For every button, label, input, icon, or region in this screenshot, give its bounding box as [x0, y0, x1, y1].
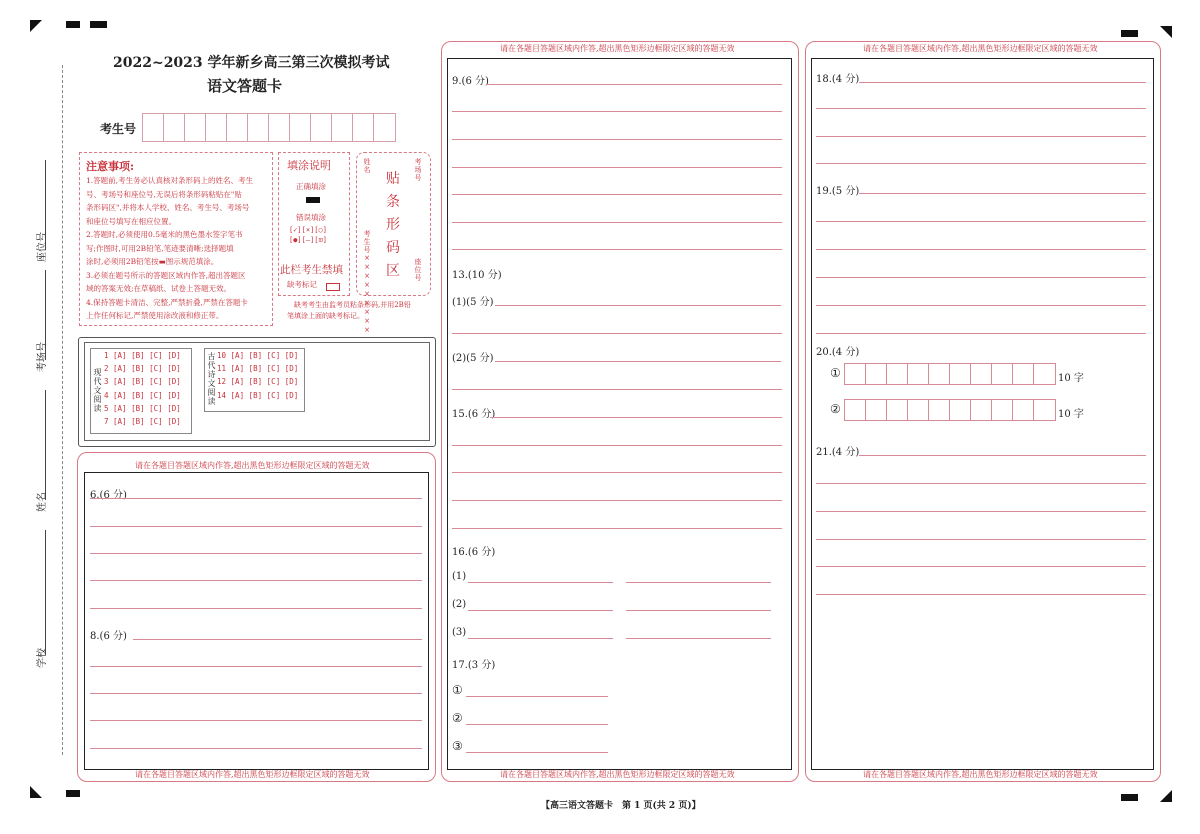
wrong-fill-examples: [✓][×][○]: [289, 226, 327, 234]
exam-number-cell[interactable]: [226, 113, 249, 142]
character-cell[interactable]: [886, 363, 909, 385]
exam-number-cell[interactable]: [352, 113, 375, 142]
notice-top: 请在各题目答题区域内作答,超出黑色矩形边框限定区域的答题无效: [500, 44, 735, 53]
name-field-label: 姓名: [37, 492, 48, 512]
room-field-line: [45, 270, 46, 360]
answer-line[interactable]: [816, 333, 1146, 334]
question-20-label: 20.(4 分): [816, 347, 860, 358]
answer-line[interactable]: [452, 389, 782, 390]
barcode-name-hint: 姓名: [363, 158, 371, 174]
seat-field-line: [45, 160, 46, 250]
mc-row[interactable]: 1 [A] [B] [C] [D]: [104, 351, 181, 360]
answer-line[interactable]: [90, 498, 422, 499]
question-16-3-label: (3): [452, 627, 467, 638]
exam-number-cell[interactable]: [142, 113, 165, 142]
character-cell[interactable]: [907, 399, 930, 421]
corner-mark-bottom-right: [1160, 790, 1172, 802]
exam-number-cell[interactable]: [184, 113, 207, 142]
exam-number-cell[interactable]: [163, 113, 186, 142]
exam-number-boxes[interactable]: [142, 113, 398, 141]
character-cell[interactable]: [970, 399, 993, 421]
question-9-label: 9.(6 分): [452, 76, 489, 87]
character-cell[interactable]: [928, 399, 951, 421]
question-21-label: 21.(4 分): [816, 447, 860, 458]
question-20-1-label: ①: [830, 366, 841, 380]
answer-line[interactable]: [495, 305, 781, 306]
notice-top: 请在各题目答题区域内作答,超出黑色矩形边框限定区域的答题无效: [863, 44, 1098, 53]
answer-line[interactable]: [816, 483, 1146, 484]
answer-line[interactable]: [468, 610, 613, 611]
exam-number-cell[interactable]: [247, 113, 270, 142]
notice-bottom: 请在各题目答题区域内作答,超出黑色矩形边框限定区域的答题无效: [863, 770, 1098, 779]
character-cell[interactable]: [949, 399, 972, 421]
question-16-2-label: (2): [452, 599, 467, 610]
exam-number-cell[interactable]: [373, 113, 396, 142]
answer-line[interactable]: [816, 249, 1146, 250]
exam-number-cell[interactable]: [268, 113, 291, 142]
question-20-2-label: ②: [830, 402, 841, 416]
barcode-char: 码: [386, 240, 400, 256]
answer-line[interactable]: [452, 472, 782, 473]
absent-note-1: 缺考考生由监考员粘条形码,并用2B铅: [294, 301, 411, 309]
question-6-label: 6.(6 分): [90, 490, 127, 501]
wrong-fill-label: 错误填涂: [296, 213, 326, 222]
character-cell[interactable]: [991, 363, 1014, 385]
character-cell[interactable]: [1033, 363, 1056, 385]
answer-line[interactable]: [452, 445, 782, 446]
character-cell[interactable]: [865, 363, 888, 385]
barcode-char: 形: [386, 217, 400, 233]
answer-box-9-17: [447, 58, 792, 770]
question-16-label: 16.(6 分): [452, 547, 496, 558]
question-20-2-unit: 10 字: [1058, 409, 1084, 420]
exam-number-cell[interactable]: [289, 113, 312, 142]
seat-field-label: 座位号: [37, 232, 48, 262]
answer-line[interactable]: [452, 528, 782, 529]
answer-line[interactable]: [452, 111, 782, 112]
answer-line[interactable]: [90, 720, 422, 721]
answer-line[interactable]: [468, 582, 613, 583]
question-17-2-label: ②: [452, 711, 463, 725]
mc-row[interactable]: 14 [A] [B] [C] [D]: [217, 390, 299, 400]
notice-top: 请在各题目答题区域内作答,超出黑色矩形边框限定区域的答题无效: [135, 461, 370, 470]
correct-fill-label: 正确填涂: [296, 182, 326, 191]
notes-item: 1.答题前,考生务必认真核对条形码上的姓名、考生: [86, 176, 254, 185]
character-cell[interactable]: [844, 399, 867, 421]
absent-mark-label: 缺考标记: [287, 280, 317, 289]
card-subtitle: 语文答题卡: [207, 77, 283, 95]
answer-line[interactable]: [452, 139, 782, 140]
character-cell[interactable]: [1012, 363, 1035, 385]
timing-mark: [1121, 30, 1138, 37]
question-17-1-label: ①: [452, 683, 463, 697]
answer-line[interactable]: [486, 84, 782, 85]
answer-line[interactable]: [452, 194, 782, 195]
name-field-line: [45, 390, 46, 500]
answer-line[interactable]: [452, 249, 782, 250]
corner-mark-bottom-left: [30, 786, 42, 798]
room-field-label: 考场号: [37, 342, 48, 372]
mc-row[interactable]: 10 [A] [B] [C] [D]: [217, 351, 299, 360]
answer-line[interactable]: [816, 221, 1146, 222]
school-field-label: 学校: [37, 648, 48, 668]
answer-line[interactable]: [816, 277, 1146, 278]
question-13-2-label: (2)(5 分): [452, 353, 494, 364]
notice-bottom: 请在各题目答题区域内作答,超出黑色矩形边框限定区域的答题无效: [500, 770, 735, 779]
exam-number-label: 考生号: [100, 122, 137, 136]
mc-row[interactable]: 12 [A] [B] [C] [D]: [217, 377, 299, 387]
character-cell[interactable]: [865, 399, 888, 421]
timing-mark: [90, 21, 107, 28]
mc-row[interactable]: 5 [A] [B] [C] [D]: [104, 403, 181, 413]
notes-item: 和座位号填写在相应位置。: [86, 216, 176, 226]
question-18-label: 18.(4 分): [816, 74, 860, 85]
mc-row[interactable]: 7 [A] [B] [C] [D]: [104, 417, 181, 426]
mc-row[interactable]: 2 [A] [B] [C] [D]: [104, 364, 181, 374]
answer-line[interactable]: [816, 594, 1146, 595]
answer-line[interactable]: [626, 638, 771, 639]
page-footer: 【高三语文答题卡 第 1 页(共 2 页)】: [541, 801, 701, 811]
answer-line[interactable]: [816, 566, 1146, 567]
timing-mark: [1121, 794, 1138, 801]
barcode-char: 贴: [386, 171, 400, 187]
question-16-1-label: (1): [452, 571, 467, 582]
answer-line[interactable]: [133, 639, 422, 640]
answer-line[interactable]: [859, 455, 1146, 456]
answer-line[interactable]: [452, 500, 782, 501]
answer-line[interactable]: [468, 638, 613, 639]
question-8-label: 8.(6 分): [90, 631, 127, 642]
barcode-id-hint: 考生号×××××××××: [363, 230, 371, 335]
fill-instructions-title: 填涂说明: [287, 159, 331, 172]
timing-mark: [66, 790, 80, 797]
character-cell[interactable]: [886, 399, 909, 421]
answer-line[interactable]: [90, 693, 422, 694]
answer-line[interactable]: [816, 511, 1146, 512]
answer-line[interactable]: [490, 417, 782, 418]
answer-line[interactable]: [816, 305, 1146, 306]
notes-item: 2.答题时,必须使用0.5毫米的黑色墨水签字笔书: [86, 230, 243, 239]
mc-row[interactable]: 11 [A] [B] [C] [D]: [217, 364, 299, 374]
notes-item: 4.保持答题卡清洁、完整,严禁折叠,严禁在答题卡: [86, 297, 248, 307]
answer-box-6-8: [84, 472, 429, 770]
character-cell[interactable]: [970, 363, 993, 385]
absent-note-2: 笔填涂上面的缺考标记。: [287, 312, 364, 320]
wrong-fill-examples-2: [●][—][⊡]: [289, 236, 327, 244]
exam-number-cell[interactable]: [331, 113, 354, 142]
notes-item: 条形码区",并将本人学校、姓名、考生号、考场号: [86, 203, 250, 212]
barcode-char: 条: [386, 194, 400, 210]
character-cell[interactable]: [949, 363, 972, 385]
answer-line[interactable]: [859, 193, 1146, 194]
barcode-char: 区: [386, 263, 400, 279]
barcode-area-label: [383, 168, 403, 283]
mc-section-1-label: 现代文阅读: [93, 368, 102, 413]
answer-line[interactable]: [90, 580, 422, 581]
answer-line[interactable]: [90, 608, 422, 609]
character-cell[interactable]: [907, 363, 930, 385]
answer-line[interactable]: [626, 610, 771, 611]
exam-number-cell[interactable]: [310, 113, 333, 142]
notice-bottom: 请在各题目答题区域内作答,超出黑色矩形边框限定区域的答题无效: [135, 770, 370, 779]
notes-list: [86, 174, 268, 323]
notes-item: 写;作图时,可用2B铅笔,笔迹要清晰;选择题填: [86, 243, 234, 253]
answer-line[interactable]: [452, 167, 782, 168]
barcode-seat-hint: 座位号: [414, 258, 422, 282]
answer-line[interactable]: [816, 136, 1146, 137]
answer-line[interactable]: [466, 696, 608, 697]
corner-mark-top-right: [1160, 26, 1172, 38]
notes-item: 号、考场号和座位号,无误后将条形码粘贴在"贴: [86, 189, 242, 199]
question-13-label: 13.(10 分): [452, 270, 502, 281]
character-cell[interactable]: [1012, 399, 1035, 421]
answer-line[interactable]: [816, 539, 1146, 540]
answer-line[interactable]: [626, 582, 771, 583]
school-field-line: [45, 530, 46, 655]
barcode-room-hint: 考场号: [414, 158, 422, 182]
answer-line[interactable]: [495, 361, 781, 362]
answer-line[interactable]: [90, 748, 422, 749]
binding-line: [62, 65, 63, 755]
question-19-label: 19.(5 分): [816, 186, 860, 197]
corner-mark-top-left: [30, 20, 42, 32]
notes-item: 域的答案无效;在草稿纸、试卷上答题无效。: [86, 284, 232, 293]
mc-row[interactable]: 3 [A] [B] [C] [D]: [104, 377, 181, 387]
answer-line[interactable]: [466, 752, 608, 753]
character-cell[interactable]: [928, 363, 951, 385]
answer-line[interactable]: [452, 222, 782, 223]
notes-title: 注意事项:: [86, 160, 135, 173]
answer-line[interactable]: [90, 526, 422, 527]
answer-line[interactable]: [466, 724, 608, 725]
notes-item: 3.必须在题号所示的答题区域内作答,超出答题区: [86, 270, 246, 280]
timing-mark: [66, 21, 80, 28]
exam-title: 2022~2023 学年新乡高三第三次模拟考试: [113, 55, 390, 71]
exam-number-cell[interactable]: [205, 113, 228, 142]
answer-line[interactable]: [452, 333, 782, 334]
answer-line[interactable]: [859, 82, 1146, 83]
absent-mark-box[interactable]: [326, 283, 340, 291]
question-13-1-label: (1)(5 分): [452, 297, 494, 308]
question-20-1-unit: 10 字: [1058, 373, 1084, 384]
question-15-label: 15.(6 分): [452, 409, 496, 420]
character-cell[interactable]: [991, 399, 1014, 421]
notes-item: 上作任何标记,严禁使用涂改液和修正带。: [86, 311, 224, 320]
answer-line[interactable]: [816, 163, 1146, 164]
mc-section-2-label: 古代诗文阅读: [207, 352, 216, 406]
character-cell[interactable]: [1033, 399, 1056, 421]
answer-line[interactable]: [90, 553, 422, 554]
character-cell[interactable]: [844, 363, 867, 385]
mc-row[interactable]: 4 [A] [B] [C] [D]: [104, 390, 181, 400]
notes-item: 涂时,必须用2B铅笔按▬图示规范填涂。: [86, 257, 219, 266]
answer-line[interactable]: [90, 666, 422, 667]
correct-fill-example: [306, 197, 320, 203]
answer-line[interactable]: [816, 108, 1146, 109]
question-17-3-label: ③: [452, 739, 463, 753]
forbidden-label: 此栏考生禁填: [280, 264, 343, 276]
question-17-label: 17.(3 分): [452, 660, 496, 671]
